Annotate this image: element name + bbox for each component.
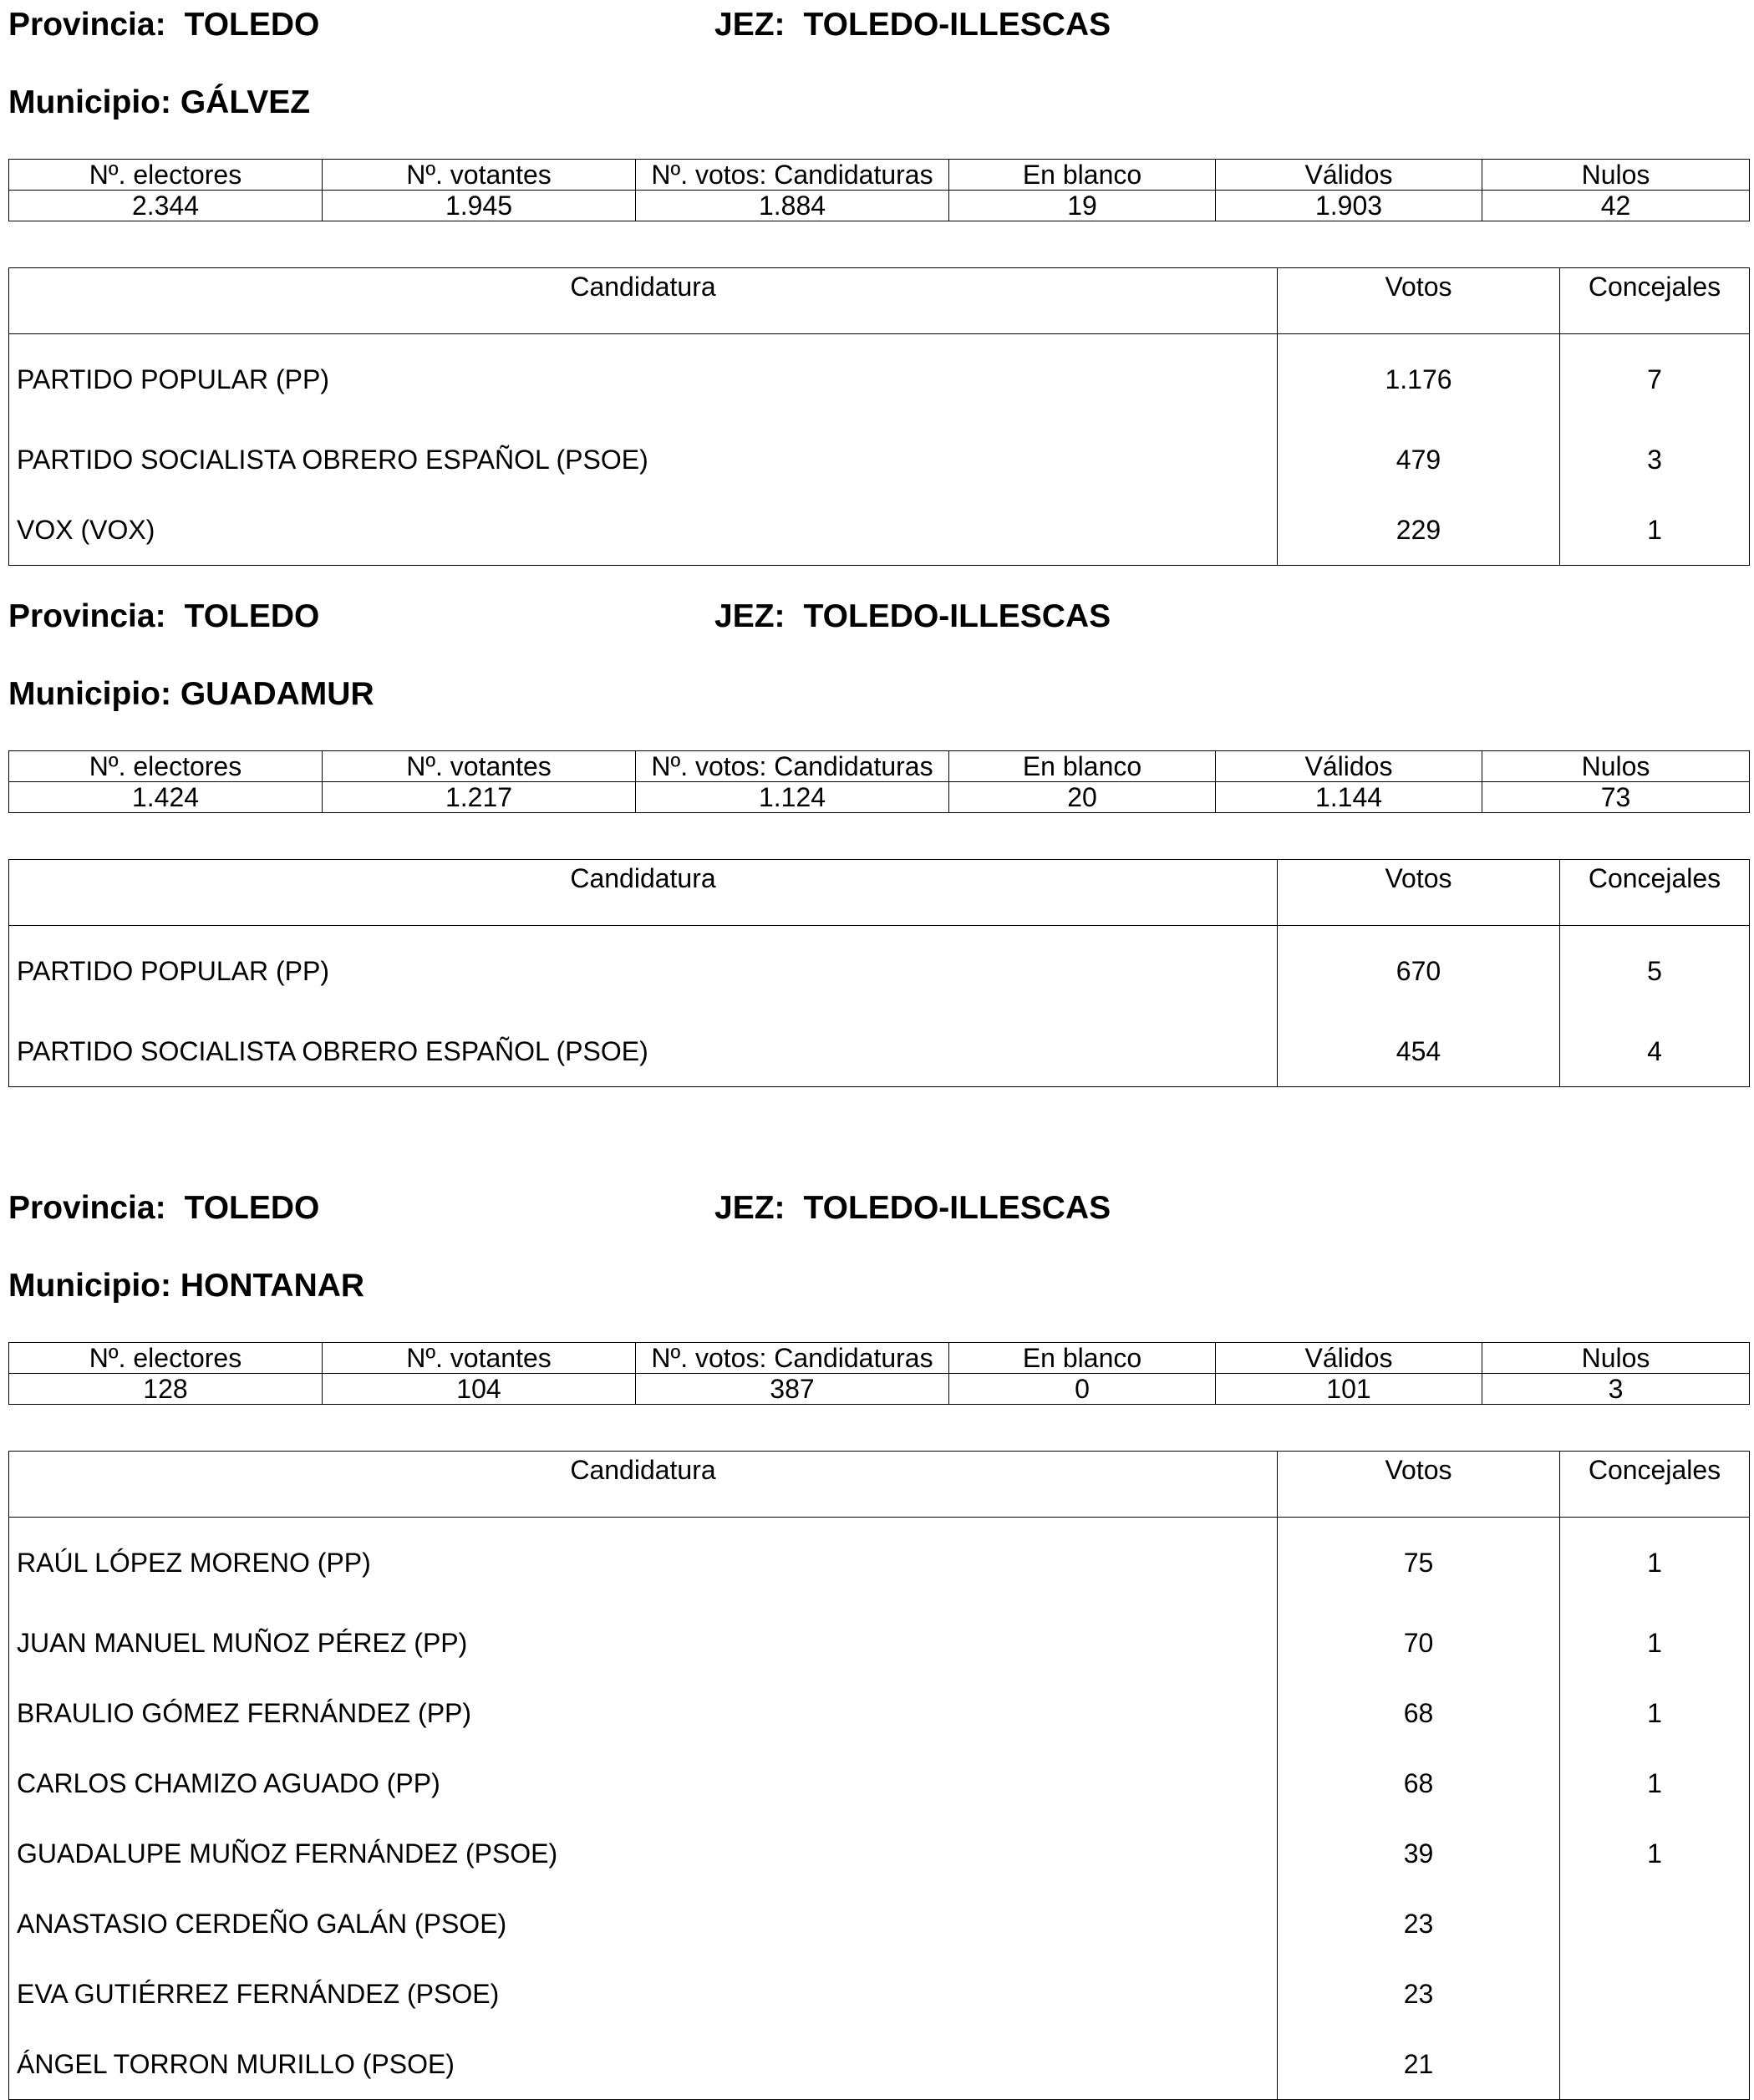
jez-value: TOLEDO-ILLESCAS — [803, 598, 1111, 634]
summary-value-row — [9, 1374, 1750, 1405]
candidate-row — [9, 1016, 1750, 1087]
summary-value-cell: 128 — [9, 1374, 323, 1405]
candidate-seats: 1 — [1560, 1518, 1750, 1609]
summary-value-cell: 3 — [1482, 1374, 1750, 1405]
municipio-heading — [8, 84, 310, 121]
candidate-votes: 1.176 — [1278, 334, 1560, 425]
candidate-row — [9, 1959, 1750, 2029]
candidate-name: ANASTASIO CERDEÑO GALÁN (PSOE) — [9, 1889, 1278, 1959]
summary-value-cell: 101 — [1216, 1374, 1482, 1405]
candidate-votes: 75 — [1278, 1518, 1560, 1609]
provincia-heading — [8, 598, 319, 635]
summary-header-cell: Nº. electores — [9, 160, 323, 191]
candidate-votes: 21 — [1278, 2029, 1560, 2100]
candidate-votes: 39 — [1278, 1818, 1560, 1889]
summary-header-cell: Nº. votos: Candidaturas — [636, 1343, 949, 1374]
summary-header-cell: Nulos — [1482, 751, 1750, 782]
candidates-header-row — [9, 860, 1750, 926]
candidate-seats: 1 — [1560, 1748, 1750, 1818]
candidate-name: PARTIDO POPULAR (PP) — [9, 926, 1278, 1017]
candidate-row — [9, 1889, 1750, 1959]
summary-header-cell: Válidos — [1216, 1343, 1482, 1374]
candidates-header-row — [9, 1452, 1750, 1518]
jez-label: JEZ: — [714, 7, 785, 43]
candidate-votes: 70 — [1278, 1608, 1560, 1678]
candidate-seats — [1560, 1889, 1750, 1959]
candidate-votes: 68 — [1278, 1748, 1560, 1818]
candidates-header-cell: Concejales — [1560, 860, 1750, 926]
candidate-name: VOX (VOX) — [9, 495, 1278, 566]
candidate-row — [9, 495, 1750, 566]
summary-value-cell: 2.344 — [9, 191, 323, 221]
summary-header-cell: Nº. electores — [9, 751, 323, 782]
summary-header-cell: Nº. votantes — [323, 160, 636, 191]
municipio-value: GÁLVEZ — [180, 84, 311, 120]
candidate-row — [9, 1678, 1750, 1748]
summary-value-cell: 1.424 — [9, 782, 323, 813]
candidates-header-cell: Candidatura — [9, 860, 1278, 926]
candidate-name: BRAULIO GÓMEZ FERNÁNDEZ (PP) — [9, 1678, 1278, 1748]
candidate-name: GUADALUPE MUÑOZ FERNÁNDEZ (PSOE) — [9, 1818, 1278, 1889]
municipio-label: Municipio: — [8, 676, 171, 712]
summary-header-cell: Nº. electores — [9, 1343, 323, 1374]
candidates-header-cell: Candidatura — [9, 268, 1278, 334]
candidate-seats: 1 — [1560, 1608, 1750, 1678]
candidate-votes: 229 — [1278, 495, 1560, 566]
summary-header-cell: En blanco — [949, 160, 1216, 191]
candidate-row — [9, 1608, 1750, 1678]
summary-value-cell: 0 — [949, 1374, 1216, 1405]
candidate-row — [9, 2029, 1750, 2100]
summary-value-cell: 19 — [949, 191, 1216, 221]
candidate-votes: 670 — [1278, 926, 1560, 1017]
municipio-label: Municipio: — [8, 1268, 171, 1304]
provincia-label: Provincia: — [8, 598, 166, 634]
summary-table — [8, 750, 1750, 813]
summary-value-cell: 20 — [949, 782, 1216, 813]
municipio-label: Municipio: — [8, 84, 171, 120]
candidates-header-cell: Concejales — [1560, 1452, 1750, 1518]
jez-label: JEZ: — [714, 1190, 785, 1226]
municipio-heading — [8, 676, 374, 713]
candidates-table — [8, 859, 1750, 1087]
candidate-row — [9, 334, 1750, 425]
candidate-name: PARTIDO SOCIALISTA OBRERO ESPAÑOL (PSOE) — [9, 1016, 1278, 1087]
jez-value: TOLEDO-ILLESCAS — [803, 7, 1111, 43]
candidate-name: PARTIDO POPULAR (PP) — [9, 334, 1278, 425]
candidate-seats: 1 — [1560, 495, 1750, 566]
candidate-votes: 68 — [1278, 1678, 1560, 1748]
summary-header-cell: En blanco — [949, 1343, 1216, 1374]
jez-label: JEZ: — [714, 598, 785, 634]
summary-value-cell: 387 — [636, 1374, 949, 1405]
candidate-seats: 1 — [1560, 1818, 1750, 1889]
summary-header-row — [9, 160, 1750, 191]
candidate-name: EVA GUTIÉRREZ FERNÁNDEZ (PSOE) — [9, 1959, 1278, 2029]
jez-heading — [714, 598, 1111, 635]
summary-value-row — [9, 191, 1750, 221]
summary-header-cell: Nº. votantes — [323, 1343, 636, 1374]
candidate-name: CARLOS CHAMIZO AGUADO (PP) — [9, 1748, 1278, 1818]
candidate-row — [9, 1518, 1750, 1609]
summary-value-cell: 1.144 — [1216, 782, 1482, 813]
provincia-label: Provincia: — [8, 7, 166, 43]
summary-header-cell: Nº. votantes — [323, 751, 636, 782]
candidate-seats: 1 — [1560, 1678, 1750, 1748]
summary-value-cell: 1.124 — [636, 782, 949, 813]
candidate-row — [9, 926, 1750, 1017]
candidates-header-cell: Votos — [1278, 268, 1560, 334]
summary-header-row — [9, 1343, 1750, 1374]
summary-header-row — [9, 751, 1750, 782]
summary-value-row — [9, 782, 1750, 813]
candidates-table — [8, 1451, 1750, 2100]
summary-header-cell: Nº. votos: Candidaturas — [636, 751, 949, 782]
provincia-heading — [8, 7, 319, 43]
candidate-row — [9, 1748, 1750, 1818]
summary-header-cell: En blanco — [949, 751, 1216, 782]
candidate-seats: 4 — [1560, 1016, 1750, 1087]
candidate-votes: 23 — [1278, 1889, 1560, 1959]
summary-value-cell: 104 — [323, 1374, 636, 1405]
municipio-value: GUADAMUR — [180, 676, 374, 712]
summary-value-cell: 1.945 — [323, 191, 636, 221]
provincia-value: TOLEDO — [184, 7, 320, 43]
candidate-name: RAÚL LÓPEZ MORENO (PP) — [9, 1518, 1278, 1609]
candidates-table — [8, 267, 1750, 566]
candidate-row — [9, 1818, 1750, 1889]
jez-heading — [714, 1190, 1111, 1227]
summary-value-cell: 73 — [1482, 782, 1750, 813]
candidate-row — [9, 425, 1750, 495]
summary-table — [8, 159, 1750, 221]
summary-value-cell: 42 — [1482, 191, 1750, 221]
summary-value-cell: 1.217 — [323, 782, 636, 813]
jez-value: TOLEDO-ILLESCAS — [803, 1190, 1111, 1226]
provincia-label: Provincia: — [8, 1190, 166, 1226]
candidate-votes: 23 — [1278, 1959, 1560, 2029]
candidate-name: JUAN MANUEL MUÑOZ PÉREZ (PP) — [9, 1608, 1278, 1678]
candidates-header-cell: Candidatura — [9, 1452, 1278, 1518]
candidates-header-cell: Concejales — [1560, 268, 1750, 334]
summary-value-cell: 1.903 — [1216, 191, 1482, 221]
candidate-name: PARTIDO SOCIALISTA OBRERO ESPAÑOL (PSOE) — [9, 425, 1278, 495]
jez-heading — [714, 7, 1111, 43]
summary-value-cell: 1.884 — [636, 191, 949, 221]
provincia-value: TOLEDO — [184, 598, 320, 634]
summary-table — [8, 1342, 1750, 1405]
summary-header-cell: Nulos — [1482, 160, 1750, 191]
municipio-value: HONTANAR — [180, 1268, 365, 1304]
provincia-heading — [8, 1190, 319, 1227]
summary-header-cell: Válidos — [1216, 751, 1482, 782]
candidate-seats — [1560, 1959, 1750, 2029]
municipio-heading — [8, 1268, 364, 1304]
candidate-votes: 479 — [1278, 425, 1560, 495]
provincia-value: TOLEDO — [184, 1190, 320, 1226]
candidate-seats: 3 — [1560, 425, 1750, 495]
candidates-header-cell: Votos — [1278, 1452, 1560, 1518]
summary-header-cell: Válidos — [1216, 160, 1482, 191]
candidates-header-row — [9, 268, 1750, 334]
candidate-name: ÁNGEL TORRON MURILLO (PSOE) — [9, 2029, 1278, 2100]
candidate-votes: 454 — [1278, 1016, 1560, 1087]
summary-header-cell: Nº. votos: Candidaturas — [636, 160, 949, 191]
candidate-seats: 7 — [1560, 334, 1750, 425]
candidate-seats — [1560, 2029, 1750, 2100]
candidate-seats: 5 — [1560, 926, 1750, 1017]
candidates-header-cell: Votos — [1278, 860, 1560, 926]
summary-header-cell: Nulos — [1482, 1343, 1750, 1374]
